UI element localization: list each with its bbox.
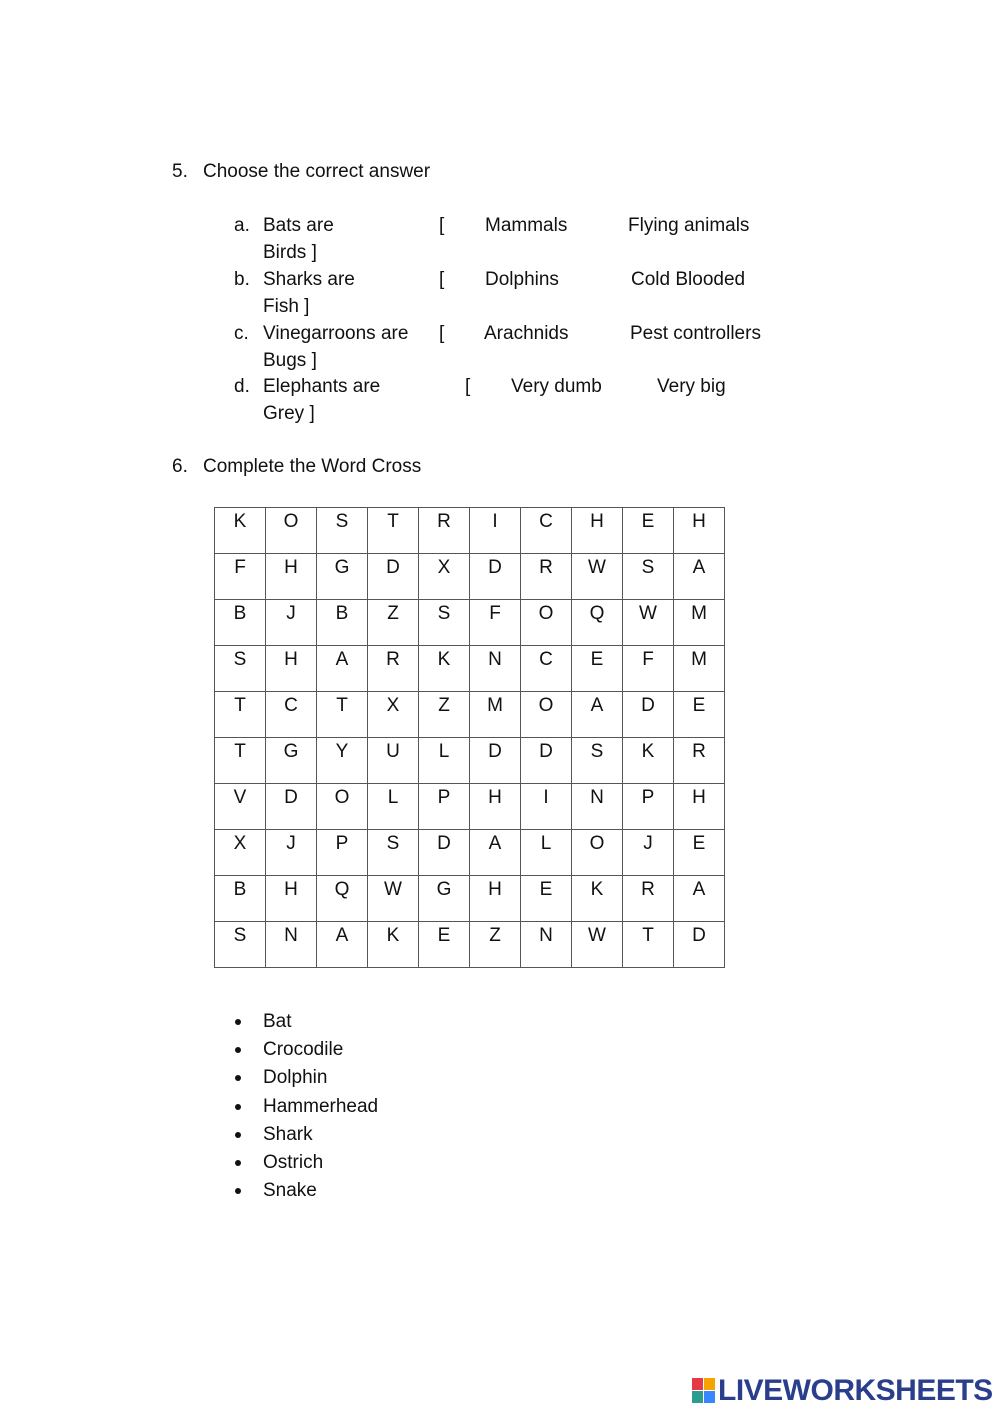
grid-cell[interactable]: T — [623, 922, 674, 968]
grid-cell[interactable]: L — [368, 784, 419, 830]
grid-cell[interactable]: R — [521, 554, 572, 600]
grid-cell[interactable]: W — [368, 876, 419, 922]
question-5-number: 5. — [172, 161, 188, 182]
liveworksheets-logo — [692, 1375, 993, 1407]
grid-row — [215, 508, 725, 554]
option-1[interactable]: Arachnids — [484, 323, 569, 344]
grid-cell[interactable]: Y — [317, 738, 368, 784]
grid-cell[interactable]: X — [215, 830, 266, 876]
option-2[interactable]: Pest controllers — [630, 323, 761, 344]
grid-cell[interactable]: H — [266, 554, 317, 600]
grid-cell[interactable]: X — [419, 554, 470, 600]
grid-cell[interactable]: S — [419, 600, 470, 646]
grid-cell[interactable]: O — [572, 830, 623, 876]
word-list-item: Crocodile — [263, 1039, 344, 1061]
grid-cell[interactable]: Z — [368, 600, 419, 646]
grid-cell[interactable]: D — [674, 922, 725, 968]
grid-cell[interactable]: N — [470, 646, 521, 692]
bracket-open: [ — [465, 376, 471, 397]
option-2[interactable]: Flying animals — [628, 215, 750, 236]
grid-cell[interactable]: R — [674, 738, 725, 784]
grid-cell[interactable]: B — [317, 600, 368, 646]
grid-row — [215, 692, 725, 738]
grid-cell[interactable]: P — [623, 784, 674, 830]
grid-cell[interactable]: G — [419, 876, 470, 922]
grid-cell[interactable]: E — [572, 646, 623, 692]
grid-cell[interactable]: P — [317, 830, 368, 876]
grid-cell[interactable]: Q — [317, 876, 368, 922]
option-1[interactable]: Dolphins — [485, 269, 559, 290]
grid-cell[interactable]: W — [572, 922, 623, 968]
grid-row — [215, 600, 725, 646]
grid-cell[interactable]: N — [572, 784, 623, 830]
grid-cell[interactable]: M — [674, 600, 725, 646]
grid-cell[interactable]: T — [215, 738, 266, 784]
grid-cell[interactable]: A — [317, 646, 368, 692]
grid-cell[interactable]: A — [674, 554, 725, 600]
item-statement: Bats are — [263, 215, 334, 236]
grid-cell[interactable]: J — [266, 830, 317, 876]
grid-cell[interactable]: S — [368, 830, 419, 876]
grid-cell[interactable]: V — [215, 784, 266, 830]
word-list-item: Bat — [263, 1011, 292, 1032]
grid-cell[interactable]: J — [266, 600, 317, 646]
grid-cell[interactable]: D — [470, 554, 521, 600]
grid-cell[interactable]: O — [521, 600, 572, 646]
bullet-icon — [235, 1047, 241, 1053]
grid-cell[interactable]: O — [521, 692, 572, 738]
option-3[interactable]: Fish ] — [263, 296, 310, 317]
grid-cell[interactable]: J — [623, 830, 674, 876]
grid-cell[interactable]: F — [470, 600, 521, 646]
word-list-item: Hammerhead — [263, 1095, 379, 1117]
grid-cell[interactable]: L — [419, 738, 470, 784]
grid-cell[interactable]: F — [623, 646, 674, 692]
grid-cell[interactable]: I — [521, 784, 572, 830]
grid-cell[interactable]: M — [470, 692, 521, 738]
item-statement: Sharks are — [263, 269, 355, 290]
grid-cell[interactable]: I — [470, 508, 521, 554]
option-3[interactable]: Grey ] — [263, 403, 315, 424]
grid-cell[interactable]: Q — [572, 600, 623, 646]
grid-cell[interactable]: W — [623, 600, 674, 646]
grid-cell[interactable]: H — [674, 784, 725, 830]
grid-cell[interactable]: P — [419, 784, 470, 830]
grid-cell[interactable]: F — [215, 554, 266, 600]
option-3[interactable]: Bugs ] — [263, 350, 317, 371]
bullet-icon — [235, 1160, 241, 1166]
bullet-icon — [235, 1188, 241, 1194]
grid-cell[interactable]: H — [572, 508, 623, 554]
grid-cell[interactable]: X — [368, 692, 419, 738]
grid-cell[interactable]: E — [521, 876, 572, 922]
grid-cell[interactable]: B — [215, 876, 266, 922]
grid-cell[interactable]: K — [215, 508, 266, 554]
word-list-item: Snake — [263, 1180, 317, 1202]
grid-row — [215, 646, 725, 692]
grid-cell[interactable]: S — [623, 554, 674, 600]
bullet-icon — [235, 1132, 241, 1138]
grid-cell[interactable]: G — [317, 554, 368, 600]
grid-cell[interactable]: M — [674, 646, 725, 692]
grid-cell[interactable]: H — [674, 508, 725, 554]
grid-cell[interactable]: D — [623, 692, 674, 738]
grid-cell[interactable]: A — [674, 876, 725, 922]
grid-cell[interactable]: A — [317, 922, 368, 968]
grid-cell[interactable]: H — [266, 646, 317, 692]
grid-cell[interactable]: C — [521, 508, 572, 554]
item-letter: a. — [234, 215, 250, 236]
grid-cell[interactable]: H — [266, 876, 317, 922]
grid-cell[interactable]: U — [368, 738, 419, 784]
bracket-open: [ — [439, 215, 445, 236]
grid-cell[interactable]: Z — [419, 692, 470, 738]
grid-cell[interactable]: D — [419, 830, 470, 876]
grid-cell[interactable]: S — [215, 922, 266, 968]
option-3[interactable]: Birds ] — [263, 242, 317, 263]
grid-cell[interactable]: D — [470, 738, 521, 784]
option-2[interactable]: Very big — [657, 376, 726, 397]
bullet-icon — [235, 1075, 241, 1081]
item-statement: Vinegarroons are — [263, 323, 409, 344]
grid-cell[interactable]: E — [419, 922, 470, 968]
word-list-item: Shark — [263, 1123, 313, 1145]
grid-cell[interactable]: H — [470, 784, 521, 830]
grid-cell[interactable]: T — [215, 692, 266, 738]
grid-cell[interactable]: B — [215, 600, 266, 646]
grid-row — [215, 876, 725, 922]
bracket-open: [ — [439, 269, 445, 290]
word-list-item: Ostrich — [263, 1152, 324, 1173]
grid-cell[interactable]: T — [368, 508, 419, 554]
item-letter: d. — [234, 376, 250, 397]
liveworksheets-logo-icon — [692, 1378, 716, 1404]
grid-cell[interactable]: D — [521, 738, 572, 784]
grid-cell[interactable]: D — [266, 784, 317, 830]
grid-cell[interactable]: T — [317, 692, 368, 738]
grid-cell[interactable]: E — [623, 508, 674, 554]
item-letter: c. — [234, 323, 249, 344]
grid-cell[interactable]: E — [674, 692, 725, 738]
grid-cell[interactable]: H — [470, 876, 521, 922]
grid-cell[interactable]: G — [266, 738, 317, 784]
grid-cell[interactable]: O — [317, 784, 368, 830]
grid-cell[interactable]: N — [266, 922, 317, 968]
grid-row — [215, 784, 725, 830]
grid-cell[interactable]: K — [368, 922, 419, 968]
grid-cell[interactable]: Z — [470, 922, 521, 968]
question-6-title: Complete the Word Cross — [203, 456, 422, 477]
grid-cell[interactable]: E — [674, 830, 725, 876]
grid-cell[interactable]: C — [521, 646, 572, 692]
grid-row — [215, 554, 725, 600]
item-statement: Elephants are — [263, 376, 381, 397]
grid-cell[interactable]: D — [368, 554, 419, 600]
grid-row — [215, 830, 725, 876]
grid-cell[interactable]: R — [623, 876, 674, 922]
grid-cell[interactable]: S — [572, 738, 623, 784]
option-1[interactable]: Mammals — [485, 215, 568, 236]
option-2[interactable]: Cold Blooded — [631, 269, 746, 290]
question-6-number: 6. — [172, 456, 188, 477]
bullet-icon — [235, 1019, 241, 1025]
brand-name: LIVEWORKSHEETS — [718, 1374, 993, 1407]
item-letter: b. — [234, 269, 250, 290]
bracket-open: [ — [439, 323, 445, 344]
question-5-title: Choose the correct answer — [203, 161, 431, 182]
grid-cell[interactable]: A — [470, 830, 521, 876]
grid-cell[interactable]: W — [572, 554, 623, 600]
word-search-grid — [214, 507, 725, 968]
grid-cell[interactable]: N — [521, 922, 572, 968]
grid-cell[interactable]: R — [419, 508, 470, 554]
word-list-item: Dolphin — [263, 1067, 328, 1089]
grid-cell[interactable]: A — [572, 692, 623, 738]
bullet-icon — [235, 1104, 241, 1110]
grid-cell[interactable]: C — [266, 692, 317, 738]
option-1[interactable]: Very dumb — [511, 376, 602, 397]
grid-cell[interactable]: R — [368, 646, 419, 692]
grid-cell[interactable]: S — [215, 646, 266, 692]
grid-cell[interactable]: O — [266, 508, 317, 554]
grid-row — [215, 922, 725, 968]
grid-cell[interactable]: K — [572, 876, 623, 922]
grid-cell[interactable]: K — [623, 738, 674, 784]
grid-row — [215, 738, 725, 784]
grid-cell[interactable]: K — [419, 646, 470, 692]
grid-cell[interactable]: S — [317, 508, 368, 554]
grid-cell[interactable]: L — [521, 830, 572, 876]
